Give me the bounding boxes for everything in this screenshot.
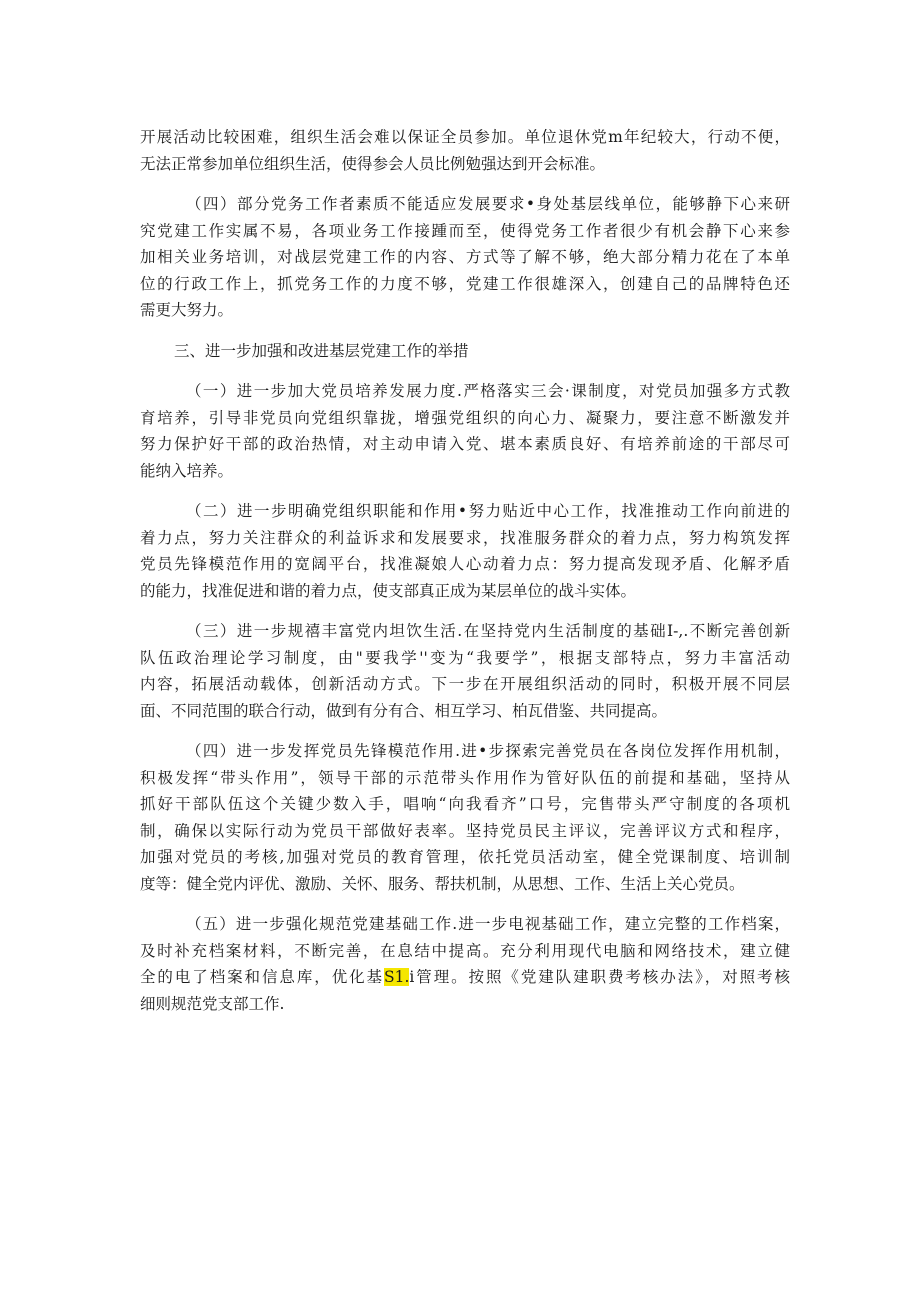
text-line: 位的行政工作上，抓党务工作的力度不够，党建工作很雄深入，创建自己的品牌特色还 — [140, 274, 790, 293]
text-line: （三）进一步规禧丰富党内坦饮生活.在坚持党内生活制度的基础I-,.不断完善创新 — [186, 622, 790, 640]
text-line: 育培养，引导非党员向党组织靠拢，增强党组织的向心力、凝聚力，要注意不断激发并 — [140, 408, 790, 427]
measure-2 — [140, 498, 790, 604]
paragraph-2 — [140, 191, 790, 324]
text-line: 党员先锋模范作用的宽阔平台，找准凝娘人心动着力点：努力提高发现矛盾、化解矛盾 — [140, 555, 790, 573]
text-line: 无法正常参加单位组织生活，使得参会人员比例勉强达到开会标准。 — [140, 154, 606, 173]
text-line: 面、不同范围的联合行动，做到有分有合、相互学习、柏瓦借鉴、共同提高。 — [140, 701, 668, 720]
text-line: 加相关业务培训，对战层党建工作的内容、方式等了解不够，绝大部分精力花在了本单 — [140, 248, 790, 266]
highlighted-text: S1. — [383, 968, 410, 986]
text-line: 究党建工作实属不易，各项业务工作接踵而至，使得党务工作者很少有机会静下心来参 — [140, 221, 790, 240]
text-line: 及时补充档案材料，不断完善，在息结中提高。充分利用现代电脑和网络技术，建立健 — [140, 941, 790, 960]
text-line: 细则规范党支部工作. — [140, 994, 285, 1013]
text-line: （二）进一步明确党组织职能和作用•努力贴近中心工作，找准推动工作向前进的 — [186, 502, 790, 520]
text-line: 加强对党员的考核,加强对党员的教育管理，依托党员活动室，健全党课制度、培训制 — [140, 848, 790, 866]
text-line: 内容，拓展活动载体，创新活动方式。下一步在开展组织活动的同时，积极开展不同层 — [140, 675, 790, 693]
measure-3 — [140, 618, 790, 724]
measure-5 — [140, 911, 790, 1017]
document-page — [140, 124, 790, 1031]
text-line: 积极发挥“带头作用”，领导干部的示范带头作用作为管好队伍的前提和基础，坚持从 — [140, 768, 790, 787]
section-heading: 三、进一步加强和改进基层党建工作的举措 — [174, 341, 469, 360]
text-line-with-highlight — [140, 964, 790, 991]
paragraph-1 — [140, 124, 790, 177]
text-line: 努力保护好干部的政治热情，对主动申请入党、堪本素质良好、有培养前途的干部尽可 — [140, 435, 790, 453]
text-line: 度等：健全党内评优、激励、关怀、服务、帮扶机制，从思想、工作、生活上关心党员。 — [140, 874, 745, 893]
text-line: （四）进一步发挥党员先锋模范作用.进•步探索完善党员在各岗位发挥作用机制， — [186, 742, 790, 760]
text-line: 队伍政治理论学习制度，由"要我学''变为“我要学”，根据支部特点，努力丰富活动 — [140, 648, 790, 667]
text-line: 抓好干部队伍这个关键少数入手，唱响“向我看齐”口号，完售带头严守制度的各项机 — [140, 795, 790, 813]
text-line: 的能力，找准促进和谐的着力点，使支部真正成为某层单位的战斗实体。 — [140, 581, 637, 600]
measure-1 — [140, 378, 790, 484]
text-line: 开展活动比较困难，组织生活会难以保证全员参加。单位退休党m年纪较大，行动不便， — [140, 128, 790, 146]
text-line: （四）部分党务工作者素质不能适应发展要求•身处基层线单位，能够静下心来研 — [186, 195, 790, 213]
text-line: 需更大努力。 — [140, 301, 234, 319]
text-line: 制，确保以实际行动为党员干部做好表率。坚持党员民主评议，完善评议方式和程序， — [140, 821, 790, 840]
text-line: （五）进一步强化规范党建基础工作.进一步电视基础工作，建立完整的工作档案， — [186, 915, 790, 933]
text-segment: i管理。按照《党建队建职费考核办法》，对照考核 — [409, 968, 790, 986]
text-line: 着力点，努力关注群众的利益诉求和发展要求，找准服务群众的着力点，努力构筑发挥 — [140, 528, 790, 547]
text-line: （一）进一步加大党员培养发展力度.严格落实三会·课制度，对党员加强多方式教 — [186, 382, 790, 400]
text-line: 能纳入培养。 — [140, 461, 234, 480]
measure-4 — [140, 738, 790, 897]
text-segment: 全的电了档案和信息库，优化基 — [140, 968, 384, 986]
